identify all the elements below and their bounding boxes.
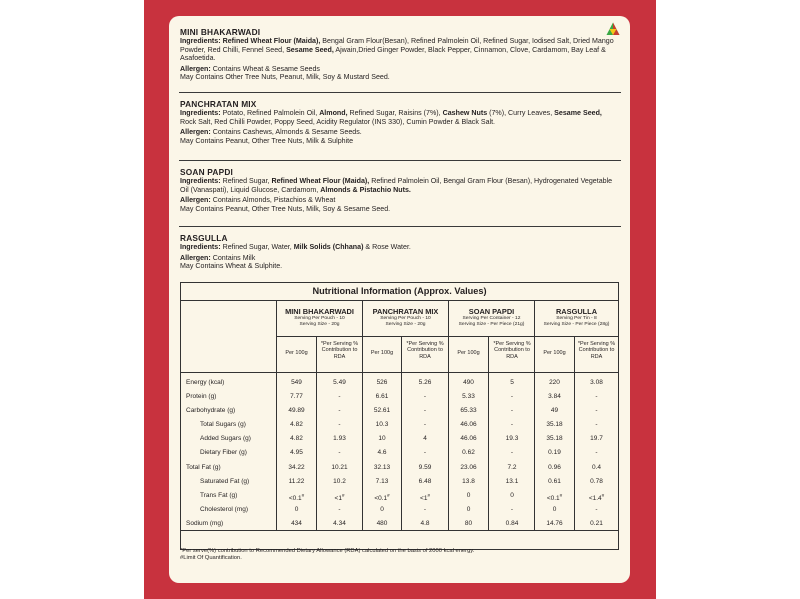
product-section-soan-papdi	[180, 167, 616, 213]
nutrient-value: 35.18	[546, 435, 563, 442]
nutrient-value: 46.06	[460, 435, 477, 442]
nutrient-value: 220	[549, 379, 560, 386]
nutrient-label: Sodium (mg)	[186, 520, 224, 527]
nutrient-value: 23.06	[460, 464, 477, 471]
nutrition-table-title: Nutritional Information (Approx. Values)	[181, 283, 618, 301]
nutrient-value: 6.48	[418, 478, 432, 485]
nutrient-value: 4.82	[290, 421, 303, 428]
nutrient-value: 0	[510, 492, 514, 499]
table-row	[181, 376, 618, 390]
product-name: MINI BHAKARWADI	[180, 27, 261, 37]
allergen-text: Allergen: Contains Milk May Contains Wheat & Sulphite.	[180, 253, 283, 271]
ingredients-text: Ingredients: Refined Wheat Flour (Maida), Bengal Gram Flour(Besan), Refined Palmolein Oil, Refined Sugar, Iodised Salt, Dried Mango Powder, Red Chilli, Fennel Seed, Sesame Seed, Ajwain,Dried Ginger Powder, Black Pepper, Cinnamon, Clove, Cardamom, Bay Leaf & Asafoetida.	[180, 37, 614, 63]
nutrient-value: 19.7	[590, 435, 603, 442]
nutrient-value: 0.62	[462, 449, 475, 456]
product-header: MINI BHAKARWADI Serving Per Pouch - 10 Serving Size - 20g	[285, 307, 354, 327]
nutrient-value: -	[423, 506, 427, 513]
nutrient-value: <1#	[334, 493, 345, 503]
product-header: SOAN PAPDI Serving Per Container - 12 Serving Size - Per Piece (21g)	[458, 307, 525, 327]
nutrient-value: 52.61	[373, 407, 391, 414]
nutrient-value: 0.21	[590, 520, 603, 527]
nutrient-value: 5.33	[462, 393, 475, 400]
table-row	[181, 404, 618, 418]
per-100g-header: Per 100g	[370, 350, 394, 356]
nutrient-value: -	[510, 407, 514, 414]
nutrient-value: 46.06	[460, 421, 477, 428]
nutrient-value: 7.2	[507, 464, 517, 471]
nutrient-value: 7.13	[375, 478, 389, 485]
nutrient-value: -	[595, 393, 598, 400]
allergen-text: Allergen: Contains Wheat & Sesame Seeds May Contains Other Tree Nuts, Peanut, Milk, Soy & Mustard Seed.	[180, 64, 390, 82]
per-serving-rda-header: *Per Serving % Contribution to RDA	[577, 341, 616, 360]
nutrient-label: Energy (kcal)	[186, 379, 225, 386]
nutrient-value: 0	[380, 506, 384, 513]
nutrient-value: 4.6	[377, 449, 387, 456]
footnote-rda: *Per serve(%) contribution to Recommended Dietary Allowance (RDA) calculated on the basis of 2000 kcal energy.	[180, 548, 475, 554]
nutrient-value: 5	[510, 379, 514, 386]
nutrient-value: 0	[552, 506, 557, 513]
nutrient-value: 0.4	[591, 464, 602, 471]
nutrient-value: <0.1#	[374, 493, 390, 503]
per-serving-rda-header: *Per Serving % Contribution to RDA	[493, 341, 531, 360]
nutrient-value: 10	[378, 435, 386, 442]
nutrient-value: 4.34	[333, 520, 346, 527]
nutrient-value: 0	[466, 506, 471, 513]
nutrient-value: 10.3	[375, 421, 389, 428]
footnotes	[180, 548, 620, 562]
table-row	[181, 446, 618, 460]
nutrient-value: -	[338, 506, 341, 513]
per-serving-rda-header: *Per Serving % Contribution to RDA	[320, 341, 359, 360]
nutrient-value: 0.61	[548, 478, 561, 485]
product-name: SOAN PAPDI	[180, 167, 234, 177]
table-row	[181, 475, 618, 489]
table-line	[181, 372, 618, 373]
nutrient-value: -	[595, 407, 598, 414]
per-serving-rda-header: *Per Serving % Contribution to RDA	[406, 341, 444, 360]
nutrient-value: -	[510, 449, 514, 456]
nutrient-value: -	[423, 407, 427, 414]
nutrient-label: Cholesterol (mg)	[200, 506, 249, 513]
nutrient-value: -	[595, 449, 598, 456]
nutrient-value: 5.26	[418, 379, 432, 386]
table-row	[181, 517, 618, 531]
nutrient-value: <1.4#	[588, 493, 605, 503]
nutrient-value: -	[595, 506, 598, 513]
nutrition-table	[180, 282, 619, 550]
nutrient-value: 0.19	[548, 449, 561, 456]
nutrient-value: 1.93	[333, 435, 346, 442]
nutrient-value: 6.61	[375, 393, 389, 400]
ingredients-text: Ingredients: Potato, Refined Palmolein Oil, Almond, Refined Sugar, Raisins (7%), Cashew Nuts (7%), Curry Leaves, Sesame Seed, Rock Salt, Red Chilli Powder, Poppy Seed, Acidity Regulator (INS 330), Cumin Powder & Black Salt.	[180, 109, 602, 126]
nutrient-value: <0.1#	[288, 493, 305, 503]
nutrient-value: 49	[550, 407, 559, 414]
table-row	[181, 432, 618, 446]
nutrient-value: -	[510, 506, 514, 513]
nutrient-value: 14.76	[546, 520, 563, 527]
product-header: PANCHRATAN MIX Serving Per Pouch - 10 Serving Size - 20g	[372, 307, 439, 327]
divider	[179, 226, 621, 227]
nutrient-value: 7.77	[290, 393, 303, 400]
table-row	[181, 461, 618, 475]
per-100g-header: Per 100g	[543, 350, 566, 356]
product-header: RASGULLA Serving Per Tin - 8 Serving Size - Per Piece (28g)	[543, 307, 610, 327]
allergen-text: Allergen: Contains Cashews, Almonds & Sesame Seeds. May Contains Peanut, Other Tree Nuts, Milk & Sulphite	[180, 128, 362, 145]
label-card	[169, 16, 630, 583]
nutrient-value: 65.33	[460, 407, 477, 414]
nutrient-value: 434	[291, 520, 302, 527]
nutrient-value: -	[338, 449, 341, 456]
nutrient-value: <0.1#	[546, 493, 563, 503]
ingredients-text: Ingredients: Refined Sugar, Water, Milk Solids (Chhana) & Rose Water.	[180, 243, 411, 251]
nutrient-value: 10.21	[331, 464, 348, 471]
nutrient-value: 11.22	[288, 478, 305, 485]
nutrient-value: -	[423, 449, 427, 456]
nutrient-value: 49.89	[288, 407, 305, 414]
nutrient-value: <1#	[420, 493, 430, 503]
nutrient-value: -	[510, 421, 514, 428]
product-name: PANCHRATAN MIX	[180, 99, 257, 109]
nutrient-value: -	[423, 393, 427, 400]
nutrient-label: Added Sugars (g)	[200, 435, 251, 442]
nutrient-value: 526	[376, 379, 388, 386]
nutrient-value: -	[510, 393, 514, 400]
allergen-text: Allergen: Contains Almonds, Pistachios & Wheat May Contains Peanut, Other Tree Nuts, Milk, Soy & Sesame Seed.	[180, 196, 391, 213]
nutrient-value: 80	[464, 520, 473, 527]
nutrient-value: 490	[463, 379, 474, 386]
nutrient-label: Trans Fat (g)	[200, 492, 238, 499]
product-section-rasgulla	[180, 233, 616, 271]
nutrient-value: 9.59	[418, 464, 432, 471]
table-row	[181, 489, 618, 503]
nutrient-label: Total Sugars (g)	[200, 421, 246, 428]
nutrient-value: -	[338, 421, 341, 428]
nutrient-value: 10.2	[333, 478, 346, 485]
nutrient-label: Total Fat (g)	[186, 464, 221, 471]
ingredients-text: Ingredients: Refined Sugar, Refined Wheat Flour (Maida), Refined Palmolein Oil, Bengal Gram Flour (Besan), Hydrogenated Vegetable Oil (Vanaspati), Liquid Glucose, Cardamom, Almonds & Pistachio Nuts.	[180, 177, 613, 194]
per-100g-header: Per 100g	[457, 350, 480, 356]
nutrient-value: 13.1	[505, 478, 519, 485]
nutrient-value: 13.8	[462, 478, 475, 485]
nutrient-label: Carbohydrate (g)	[186, 407, 236, 414]
nutrient-value: -	[423, 421, 427, 428]
nutrient-label: Protein (g)	[186, 393, 217, 400]
nutrient-value: 5.49	[333, 379, 346, 386]
nutrient-value: 0.78	[590, 478, 603, 485]
nutrient-value: -	[595, 421, 598, 428]
nutrient-value: 4.95	[290, 449, 303, 456]
footnote-loq: #Limit Of Quantification.	[180, 555, 242, 561]
nutrient-value: 0.96	[548, 464, 561, 471]
nutrient-value: 3.08	[590, 379, 603, 386]
nutrient-value: 19.3	[505, 435, 519, 442]
nutrient-value: 4	[423, 435, 427, 442]
table-line	[276, 336, 618, 337]
nutrient-label: Saturated Fat (g)	[200, 478, 250, 485]
nutrient-value: 0	[466, 492, 471, 499]
nutrient-label: Dietary Fiber (g)	[200, 449, 247, 456]
nutrient-value: -	[338, 393, 341, 400]
nutrient-value: 0	[294, 506, 299, 513]
divider	[179, 92, 621, 93]
product-section-panchratan-mix	[180, 99, 616, 145]
table-row	[181, 418, 618, 432]
nutrient-value: 35.18	[546, 421, 563, 428]
product-name: RASGULLA	[180, 233, 228, 243]
nutrient-value: 4.82	[290, 435, 303, 442]
per-100g-header: Per 100g	[285, 350, 308, 356]
nutrient-value: 3.84	[548, 393, 561, 400]
divider	[179, 160, 621, 161]
nutrient-value: 0.84	[505, 520, 519, 527]
nutrient-value: 480	[376, 520, 388, 527]
nutrient-value: 32.13	[373, 464, 391, 471]
product-section-mini-bhakarwadi	[180, 27, 616, 82]
nutrient-value: 4.8	[420, 520, 430, 527]
nutrient-value: 34.22	[288, 464, 305, 471]
nutrient-value: -	[338, 407, 341, 414]
table-row	[181, 503, 618, 517]
nutrient-value: 549	[291, 379, 302, 386]
table-row	[181, 390, 618, 404]
